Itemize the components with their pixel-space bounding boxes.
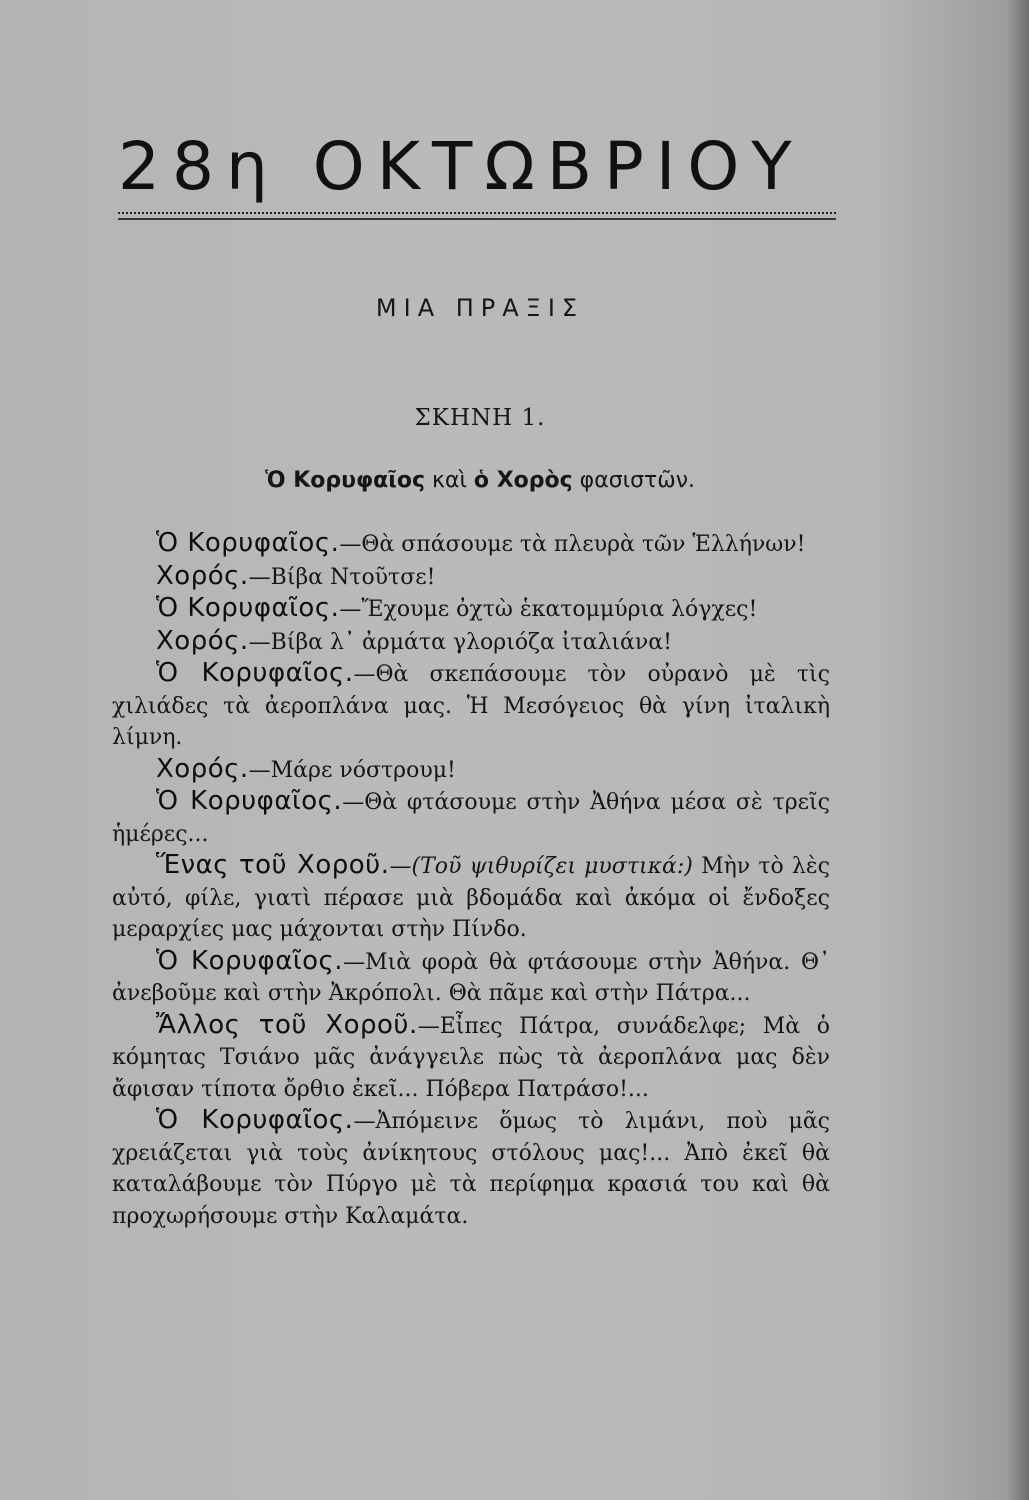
dialogue-line bbox=[112, 1010, 830, 1106]
speaker-name: Ὁ Κορυφαῖος. bbox=[156, 945, 344, 976]
speaker-name: Ἕνας τοῦ Χοροῦ. bbox=[156, 850, 390, 880]
stage-direction: —(Τοῦ ψιθυρίζει μυστικά:) bbox=[389, 854, 693, 879]
page-title: 28η ΟΚΤΩΒΡΙΟΥ bbox=[118, 128, 804, 205]
speaker-name: Ἄλλος τοῦ Χοροῦ. bbox=[156, 1009, 418, 1040]
line-text: —Βίβα Ντοῦτσε! bbox=[248, 564, 436, 590]
line-text: —Εἶπες Πάτρα, συνάδελφε; Μὰ ὁ κόμητας Τσιάνο μᾶς ἀνάγγειλε πὼς τὰ ἀεροπλάνα μας δὲν ἄφισαν τίποτα ὄρθιο ἐκεῖ... Πόβερα Πατράσο!... bbox=[112, 1013, 830, 1102]
speaker-name: Ὁ Κορυφαῖος. bbox=[156, 528, 340, 558]
dialogue-line bbox=[112, 786, 830, 850]
dialogue-line bbox=[112, 561, 830, 594]
speaker-name: Ὁ Κορυφαῖος. bbox=[156, 1105, 354, 1135]
act-subtitle: ΜΙΑ ΠΡΑΞΙΣ bbox=[375, 294, 585, 322]
page-edge bbox=[1007, 0, 1029, 1500]
cast-leader: Ὁ Κορυφαῖος bbox=[265, 468, 426, 493]
dialogue-line bbox=[112, 593, 830, 626]
dialogue-line bbox=[112, 754, 830, 787]
speaker-name: Ὁ Κορυφαῖος. bbox=[156, 593, 340, 623]
speaker-name: Χορός. bbox=[156, 625, 249, 656]
line-text: —Μιὰ φορὰ θὰ φτάσουμε στὴν Ἀθήνα. Θ᾽ ἀνεβοῦμε καὶ στὴν Ἀκρόπολι. Θὰ πᾶμε καὶ στὴν Πάτρα... bbox=[112, 949, 831, 1006]
line-text: —Μάρε νόστρουμ! bbox=[248, 757, 456, 783]
cast-conjunction: καὶ bbox=[425, 468, 474, 493]
cast-chorus: ὁ Χορὸς bbox=[473, 468, 573, 493]
dialogue-line bbox=[112, 626, 830, 659]
speaker-name: Χορός. bbox=[156, 753, 249, 784]
title-underline bbox=[118, 212, 836, 220]
speaker-name: Χορός. bbox=[156, 560, 249, 591]
line-text: Μὴν τὸ λὲς αὐτό, φίλε, γιατὶ πέρασε μιὰ βδομάδα καὶ ἀκόμα οἱ ἔνδοξες μεραρχίες μας μάχονται στὴν Πίνδο. bbox=[112, 854, 830, 942]
speaker-name: Ὁ Κορυφαῖος. bbox=[156, 786, 343, 816]
dialogue-body bbox=[112, 528, 830, 1232]
dialogue-line bbox=[112, 946, 830, 1010]
cast-heading bbox=[0, 468, 960, 493]
dialogue-line bbox=[112, 850, 830, 946]
scene-heading: ΣΚΗΝΗ 1. bbox=[414, 405, 546, 431]
dialogue-line bbox=[112, 528, 830, 561]
line-text: —Θὰ σπάσουμε τὰ πλευρὰ τῶν Ἑλλήνων! bbox=[339, 532, 806, 557]
line-text: —Βίβα λ᾽ ἀρμάτα γλοριόζα ἰταλιάνα! bbox=[248, 629, 672, 655]
line-text: —Θὰ σκεπάσουμε τὸν οὐρανὸ μὲ τὶς χιλιάδες τὰ ἀεροπλάνα μας. Ἡ Μεσόγειος θὰ γίνη ἰταλικὴ λίμνη. bbox=[112, 662, 830, 750]
line-text: —Ἔχουμε ὀχτὼ ἑκατομμύρια λόγχες! bbox=[339, 597, 758, 622]
cast-suffix: φασιστῶν. bbox=[572, 468, 695, 493]
speaker-name: Ὁ Κορυφαῖος. bbox=[156, 658, 354, 688]
line-text: —Ἀπόμεινε ὅμως τὸ λιμάνι, ποὺ μᾶς χρειάζεται γιὰ τοὺς ἀνίκητους στόλους μας!... Ἀπὸ ἐκεῖ θὰ καταλάβουμε τὸν Πύργο μὲ τὰ περίφημα κρασιά του καὶ θὰ προχωρήσουμε στὴν Καλαμάτα. bbox=[112, 1109, 831, 1229]
dialogue-line bbox=[112, 658, 830, 754]
line-text: —Θὰ φτάσουμε στὴν Ἀθήνα μέσα σὲ τρεῖς ἡμέρες... bbox=[112, 790, 830, 847]
dialogue-line bbox=[112, 1105, 830, 1232]
